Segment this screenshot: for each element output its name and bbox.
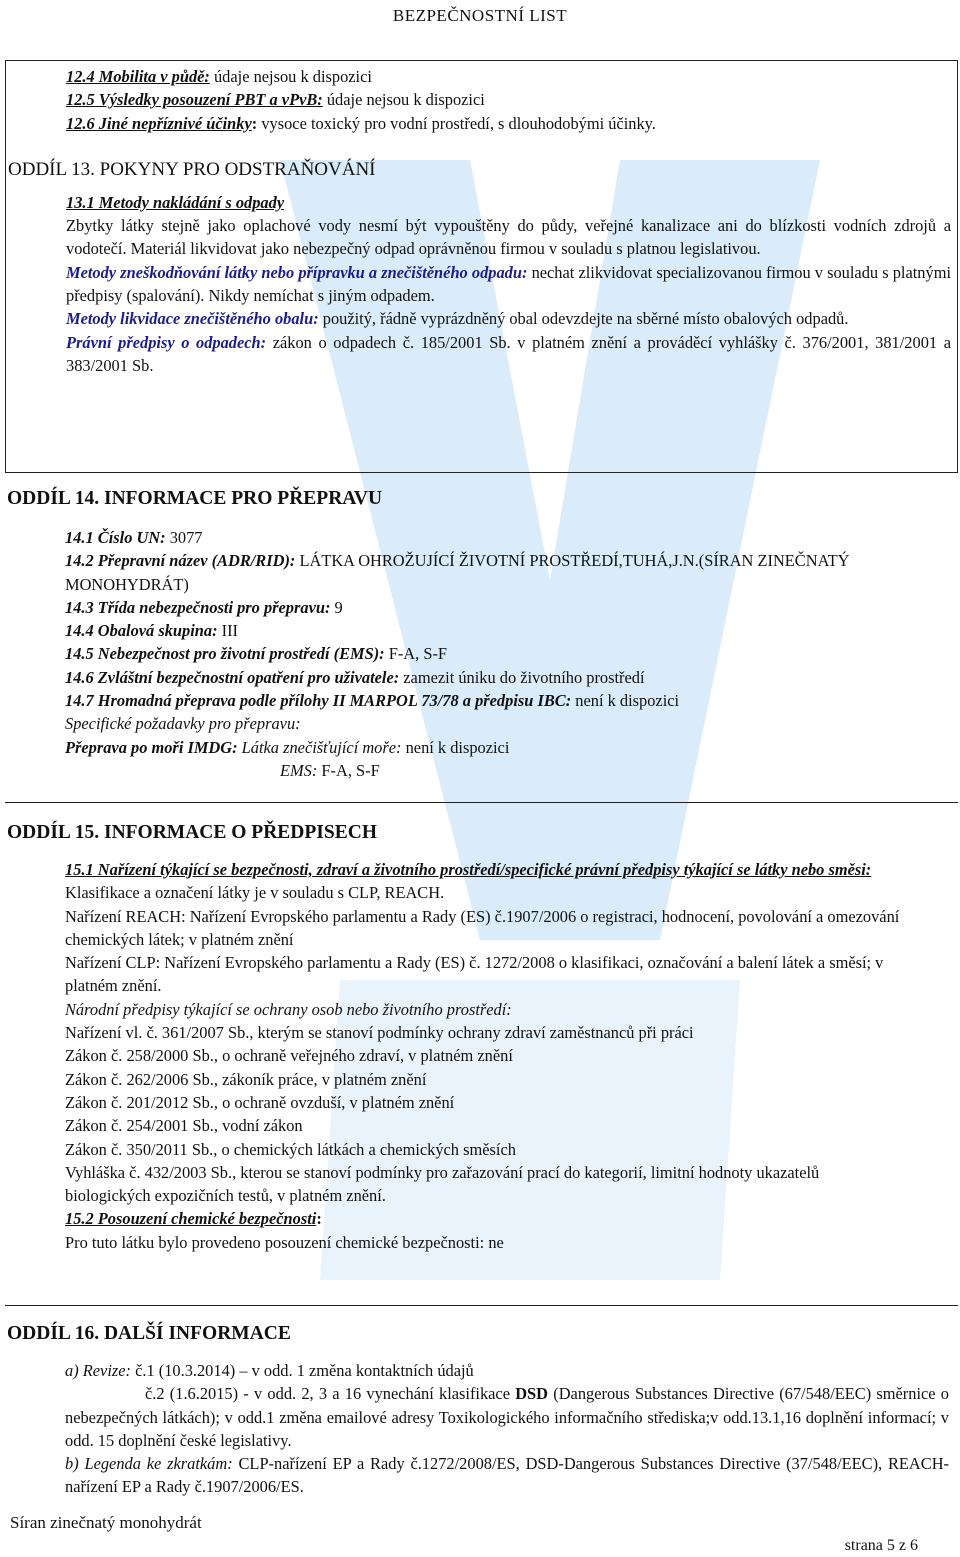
ems-value: F-A, S-F xyxy=(317,760,380,780)
s15-line-9: Zákon č. 254/2001 Sb., vodní zákon xyxy=(65,1116,303,1136)
s15-line-6: Zákon č. 258/2000 Sb., o ochraně veřejného zdraví, v platném znění xyxy=(65,1046,513,1066)
row-14-7-label: 14.7 Hromadná přeprava podle přílohy II MARPOL 73/78 a předpisu IBC: xyxy=(65,691,572,711)
s15-line-12: Pro tuto látku bylo provedeno posouzení chemické bezpečnosti: ne xyxy=(65,1232,504,1252)
legal-text: zákon o odpadech č. 185/2001 Sb. v platném znění a prováděcí vyhlášky č. 376/2001, 381/2001 a 383/2001 Sb. xyxy=(66,332,951,375)
row-14-6 xyxy=(65,666,945,689)
footer-page-number: strana 5 z 6 xyxy=(844,1537,918,1554)
section-13-1-heading: 13.1 Metody nakládání s odpady xyxy=(66,192,285,212)
revision-text-2-bold: DSD xyxy=(515,1384,549,1404)
item-12-6-colon: : xyxy=(251,113,258,133)
revision-text-2-pre: č.2 (1.6.2015) - v odd. 2, 3 a 16 vynechání klasifikace xyxy=(145,1384,516,1404)
disposal-methods-label: Metody zneškodňování látky nebo přípravku a znečištěného odpadu: xyxy=(66,262,528,282)
section-13-packaging xyxy=(66,307,951,330)
row-14-4-value: III xyxy=(217,621,239,641)
row-14-1-label: 14.1 Číslo UN: xyxy=(65,528,166,547)
item-12-5-label: 12.5 Výsledky posouzení PBT a vPvB: xyxy=(66,90,323,110)
row-14-1-value: 3077 xyxy=(165,528,203,547)
s15-line-4: Národní předpisy týkající se ochrany osob nebo životního prostředí: xyxy=(65,999,512,1019)
item-12-4-label: 12.4 Mobilita v půdě: xyxy=(66,67,210,86)
row-14-1 xyxy=(65,526,945,549)
row-14-5-value: F-A, S-F xyxy=(384,644,448,664)
row-14-7-value: není k dispozici xyxy=(571,691,680,711)
row-14-4 xyxy=(65,619,945,642)
row-14-6-value: zamezit úniku do životního prostředí xyxy=(399,667,645,687)
footer-product-name: Síran zinečnatý monohydrát xyxy=(10,1513,202,1532)
section-13-1-text: Zbytky látky stejně jako oplachové vody nesmí být vypouštěny do půdy, veřejné kanalizace ani do blízkosti vodních zdrojů a vodotečí. Materiál likvidovat jako nebezpečný odpad oprávněnou firmou v souladu s platnou legislativou. xyxy=(66,216,951,259)
section-15-2-colon: : xyxy=(316,1209,322,1229)
row-14-3-value: 9 xyxy=(330,597,343,617)
s15-line-11: Vyhláška č. 432/2003 Sb., kterou se stanoví podmínky pro zařazování prací do kategorií, limitní hodnoty ukazatelů biologických expozičních testů, v platném znění. xyxy=(65,1162,820,1206)
document-header-title: BEZPEČNOSTNÍ LIST xyxy=(392,6,568,25)
imdg-value: není k dispozici xyxy=(401,737,510,757)
legend-text: CLP-nařízení EP a Rady č.1272/2008/ES, DSD-Dangerous Substances Directive (37/548/EEC), REACH-nařízení EP a Rady č.1907/2006/ES. xyxy=(65,1454,949,1497)
row-ems xyxy=(65,759,945,782)
item-12-4-text: údaje nejsou k dispozici xyxy=(209,67,372,86)
item-12-5 xyxy=(66,88,951,111)
section-13-title: ODDÍL 13. POKYNY PRO ODSTRAŇOVÁNÍ xyxy=(8,158,376,180)
disposal-methods-text: nechat zlikvidovat specializovanou firmou v souladu s platnými předpisy (spalování). Nikdy nemíchat s jiným odpadem. xyxy=(66,262,951,306)
row-imdg xyxy=(65,736,945,759)
divider-15-16 xyxy=(5,1305,958,1306)
revision-text-1: č.1 (10.3.2014) – v odd. 1 změna kontaktních údajů xyxy=(130,1361,474,1380)
section-15-content xyxy=(65,858,905,1254)
packaging-label: Metody likvidace znečištěného obalu: xyxy=(66,309,319,329)
row-14-3 xyxy=(65,596,945,619)
section-15-2-heading xyxy=(65,1207,905,1230)
row-14-5-label: 14.5 Nebezpečnost pro životní prostředí (EMS): xyxy=(65,644,385,664)
row-14-6-label: 14.6 Zvláštní bezpečnostní opatření pro uživatele: xyxy=(65,667,400,687)
legend-line xyxy=(65,1452,949,1499)
s15-line-1: Klasifikace a označení látky je v souladu s CLP, REACH. xyxy=(65,883,445,903)
item-12-6-text: vysoce toxický pro vodní prostředí, s dlouhodobými účinky. xyxy=(257,113,656,133)
s15-line-2: Nařízení REACH: Nařízení Evropského parlamentu a Rady (ES) č.1907/2006 o registraci, hodnocení, povolování a omezování chemických látek; v platném znění xyxy=(65,906,900,949)
section-15-1-heading: 15.1 Nařízení týkající se bezpečnosti, zdraví a životního prostředí/specifické právní předpisy týkající se látky nebo směsi: xyxy=(65,860,872,879)
section-14-title: ODDÍL 14. INFORMACE PRO PŘEPRAVU xyxy=(7,488,383,509)
divider-14-15 xyxy=(5,802,958,803)
section-16-content xyxy=(65,1359,949,1499)
s15-line-8: Zákon č. 201/2012 Sb., o ochraně ovzduší, v platném znění xyxy=(65,1092,455,1112)
row-14-2-value: LÁTKA OHROŽUJÍCÍ ŽIVOTNÍ PROSTŘEDÍ,TUHÁ,J.N.(SÍRAN ZINEČNATÝ MONOHYDRÁT) xyxy=(65,551,850,594)
row-14-5 xyxy=(65,642,945,665)
item-12-5-text: údaje nejsou k dispozici xyxy=(322,90,485,110)
item-12-6 xyxy=(66,112,951,135)
revision-text-2-post: (Dangerous Substances Directive (67/548/EEC) směrnice o nebezpečných látkách); v odd.1 změna emailové adresy Toxikologického informačního střediska;v odd.13.1,16 doplnění informací; v odd. 15 doplnění české legislativy. xyxy=(65,1384,949,1450)
item-12-6-label: 12.6 Jiné nepříznivé účinky xyxy=(66,113,252,133)
s15-line-5: Nařízení vl. č. 361/2007 Sb., kterým se stanoví podmínky ochrany zdraví zaměstnanců při práci xyxy=(65,1023,694,1043)
revision-label: a) Revize: xyxy=(65,1361,131,1380)
row-14-4-label: 14.4 Obalová skupina: xyxy=(65,621,218,641)
section-13-disposal-methods xyxy=(66,261,951,308)
section-14-content xyxy=(65,526,945,782)
specific-requirements: Specifické požadavky pro přepravu: xyxy=(65,714,301,734)
legend-label: b) Legenda ke zkratkám: xyxy=(65,1454,233,1474)
imdg-label: Přeprava po moři IMDG: xyxy=(65,737,238,757)
packaging-text: použitý, řádně vyprázdněný obal odevzdejte na sběrné místo obalových odpadů. xyxy=(318,309,849,329)
row-14-3-label: 14.3 Třída nebezpečnosti pro přepravu: xyxy=(65,597,331,617)
s15-line-7: Zákon č. 262/2006 Sb., zákoník práce, v platném znění xyxy=(65,1069,427,1089)
legal-label: Právní předpisy o odpadech: xyxy=(66,332,267,352)
s15-line-10: Zákon č. 350/2011 Sb., o chemických látkách a chemických směsích xyxy=(65,1139,516,1159)
item-12-4 xyxy=(66,65,951,88)
row-14-2-label: 14.2 Přepravní název (ADR/RID): xyxy=(65,551,296,571)
section-15-title: ODDÍL 15. INFORMACE O PŘEDPISECH xyxy=(7,822,377,843)
ems-label: EMS: xyxy=(280,760,318,780)
section-13-legal xyxy=(66,331,951,378)
section-12-13-box xyxy=(5,60,958,473)
imdg-sublabel: Látka znečišťující moře: xyxy=(237,737,402,757)
row-14-7 xyxy=(65,689,945,712)
section-15-2-label: 15.2 Posouzení chemické bezpečnosti xyxy=(65,1209,317,1229)
row-14-2 xyxy=(65,549,945,596)
s15-line-3: Nařízení CLP: Nařízení Evropského parlamentu a Rady (ES) č. 1272/2008 o klasifikaci, označování a balení látek a směsí; v platném znění. xyxy=(65,953,884,996)
revision-line-1 xyxy=(65,1359,949,1382)
revision-line-2 xyxy=(65,1382,949,1452)
section-16-title: ODDÍL 16. DALŠÍ INFORMACE xyxy=(7,1323,291,1344)
